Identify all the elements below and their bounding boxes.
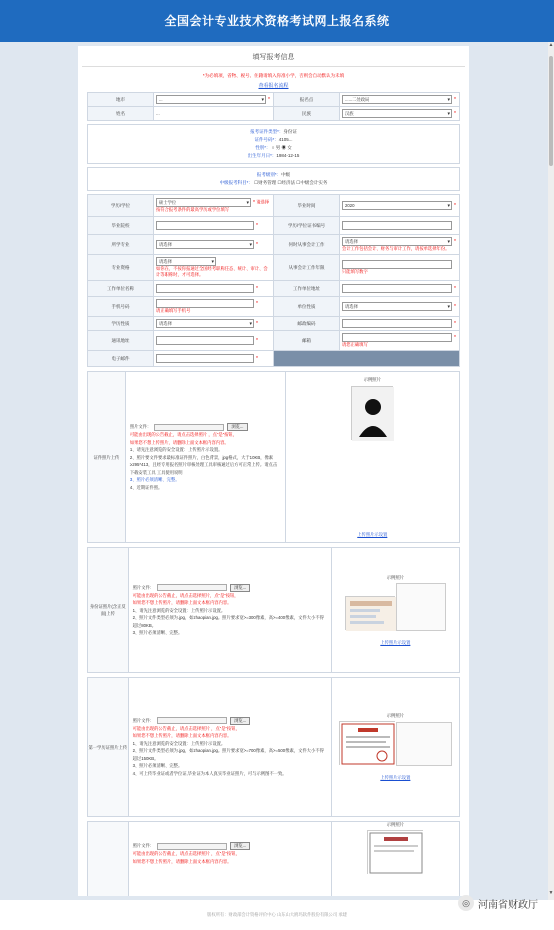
address-input[interactable] (156, 336, 254, 345)
app-title: 全国会计专业技术资格考试网上报名系统 (164, 14, 390, 28)
panel-title: 填写报考信息 (82, 46, 465, 67)
company-input[interactable] (156, 284, 254, 293)
browse-button[interactable]: 浏览... (230, 717, 250, 725)
upload-section-diploma: 第一学历证照片上传 照片文件： 浏览... 可能由出现的公告截止，请点击选择照片 ，点“是”按钮， 如果您不想上传照片，请删除上面文本框内容内容。 1、请先注意浏览的安全设置：上传照片示设置。 2、照片文件类型必须为.jpg，如zhaopian.jpg。照片要求宽>=700像素，高>=500像素，文件大小不得超过150KB。 3、照片必须清晰、完整。 4、可上传毕业证或者学位证,毕业证为本人真实毕业证照片，可与示例图不一致。 示例照片 上传照片示设置 (87, 677, 460, 817)
prof-qual-select[interactable]: 请选择 ▾ (156, 257, 216, 266)
browse-button[interactable]: 浏览... (230, 842, 250, 850)
exam-point-select[interactable]: ......二处政局 ▾ (342, 95, 452, 104)
wechat-watermark (458, 895, 538, 911)
subject-label: 中级报考科目*： (219, 180, 253, 185)
prof-qual-label: 专业资格 (88, 255, 154, 281)
id-info-table: 报考证件类型*：身份证 证件号码*：4105... 性别*： ○ 男 ◉ 女 出生年月日*：1984-12-15 (87, 124, 460, 164)
top-fields-table: 地市 ... ▾ * 报名点 ......二处政局 ▾ * 姓名 ... 民族 汉族 ▾ * (87, 92, 460, 121)
subject-checkbox[interactable]: ☐ (296, 180, 301, 185)
sample-portrait-image (351, 386, 393, 440)
id-no-value: 4105... (278, 137, 293, 142)
zip-input[interactable] (342, 319, 452, 328)
sample-idcard-front-image (345, 596, 395, 630)
browse-button[interactable]: 浏览... (227, 423, 247, 431)
upload-section-photo: 证件照片上传 照片文件： 浏览... 可能由出现的公告截止，请点击选择照片 ，点“是”按钮， 如果您不想上传照片，请删除上面文本框内容内容。 1、请先注意浏览的安全设置：上传照片示设置。 2、照片要文件要求最标准证件照片，白色背景，jpg格式，大于10KB，像素≥295*413，且经专用报名照片审核处理工具审核通过后方可正常上传。请点击下载安装工具 工具使用说明 3、照片必须清晰、完整。 4、近期证件照。 示例照片 上传照片示设置 (87, 371, 460, 543)
cert-no-label: 学历/学位证书编号 (274, 217, 340, 235)
scroll-down-arrow-icon[interactable]: ▼ (548, 890, 554, 896)
phone-input[interactable] (156, 299, 254, 308)
upload-label (88, 822, 129, 897)
upload-section-idcard: 身份证照片(含正反面)上传 照片文件： 浏览... 可能由出现的公告截止，请点击选择照片，点“是”按钮， 如果您不想上传照片，请删除上面文本框内容内容。 1、请先注意浏览的安全设置：上传照片示设置。 2、照片文件类型必须为.jpg，如zhaopian.jpg。照片要求宽>=300像素，高>=400像素，文件大小不得超过80KB。 3、照片必须清晰、完整。 示例照片 上传照片示设置 (87, 547, 460, 673)
ethnic-label: 民族 (274, 107, 340, 121)
flow-link[interactable]: 查看报名流程 (258, 83, 289, 89)
email-note: 请您正确填写 (342, 342, 368, 347)
app-header (0, 0, 554, 42)
cert-no-input[interactable] (342, 221, 452, 230)
grad-time-select[interactable]: 2020 ▾ (342, 201, 452, 210)
sample-idcard-back-image (396, 583, 446, 631)
file-path-input[interactable] (154, 424, 224, 431)
wechat-account-name: 河南省财政厅 (478, 899, 538, 911)
company-address-label: 工作单位地址 (274, 281, 340, 297)
wechat-icon: ◎ (458, 895, 474, 911)
prof-qual-note: 如你在，不按你报通过全国经考职称任态、统计、审计、会计等职称时，才可选择。 (156, 266, 268, 277)
form-panel (78, 46, 469, 896)
prof-years-label: 从事会计工作年限 (274, 255, 340, 281)
birth-value: 1984-12-15 (276, 153, 300, 158)
phone-label: 手机号码 (88, 297, 154, 317)
degree-label: 学历性质 (88, 317, 154, 331)
gender-label: 性别*： (255, 145, 271, 150)
degree-select[interactable]: 请选择 ▾ (156, 319, 254, 328)
level-label: 报考级别*： (256, 172, 282, 177)
prof-years-note: 只能填写数字 (342, 269, 368, 274)
scrollbar-thumb[interactable] (549, 56, 553, 166)
address-label: 通讯地址 (88, 331, 154, 351)
phone-note: 请正确填写手机号 (156, 308, 191, 313)
major-select[interactable]: 请选择 ▾ (156, 240, 254, 249)
sample-certificate-image (367, 830, 423, 874)
email2-label: 电子邮件 (88, 351, 154, 367)
id-type-value: 身份证 (283, 129, 297, 134)
email-label: 邮箱 (274, 331, 340, 351)
gender-male-radio[interactable]: ○ (271, 145, 275, 150)
ethnic-select[interactable]: 汉族 ▾ (342, 109, 452, 118)
file-path-input[interactable] (157, 717, 227, 724)
zip-label: 邮政编码 (274, 317, 340, 331)
prof-years-input[interactable] (342, 260, 452, 269)
company-label: 工作单位名称 (88, 281, 154, 297)
city-select[interactable]: ... ▾ (156, 95, 266, 104)
name-label: 姓名 (88, 107, 154, 121)
sample-diploma-image (339, 721, 395, 765)
exam-point-label: 报名点 (274, 93, 340, 107)
upload-label: 身份证照片(含正反面)上传 (88, 548, 129, 673)
id-no-label: 证件号码*： (254, 137, 279, 142)
education-select[interactable]: 硕士学位 ▾ (156, 198, 251, 207)
work-years-label: 何时从事会计工作 (274, 235, 340, 255)
grad-time-label: 毕业时间 (274, 195, 340, 217)
sample-link[interactable]: 上传照片示设置 (357, 531, 388, 537)
scroll-up-arrow-icon[interactable]: ▲ (548, 42, 554, 48)
level-value: 中级 (281, 172, 291, 177)
gender-female-radio[interactable]: ◉ (281, 145, 286, 150)
sample-link[interactable]: 上传照片示设置 (380, 639, 411, 645)
subject-checkbox[interactable]: ☐ (277, 180, 282, 185)
school-input[interactable] (156, 221, 254, 230)
birth-label: 出生年月日*： (247, 153, 277, 158)
detail-table: 学历/学位 硕士学位 ▾ * 请选择 按符合报考条件的最高学历或学位填写 毕业时间 2020 ▾ * 毕业院校 * 学历/学位证书编号 所学专业 请选择 ▾ * 何时从事会计工作 请选择 ▾ * 会计工作包括会计、财务与审计工作，请按单选择年份。 专业资格 请选择 ▾ 如你在，不按你报通过全国经考职称任态、统计、审计、会计等职称时，才可选择。 从事会计工作年限 只能填写数字 工作单位名称 * 工作单位地址 * 手机号码 * 请正确填写手机号 单位性质 请选择 ▾ * 学历性质 请选择 ▾ * 邮政编码 * 通讯地址 * 邮箱 * 请您正确填写 电子邮件 * (87, 194, 460, 367)
work-years-note: 会计工作包括会计、财务与审计工作，请按单选择年份。 (342, 246, 450, 251)
footer-text: 版权所有：财政部会计资格评价中心 山东山大鸥玛软件股份有限公司 承建 (207, 912, 347, 917)
file-path-input[interactable] (157, 843, 227, 850)
email-input[interactable] (342, 333, 452, 342)
upload-label: 证件照片上传 (88, 372, 126, 543)
major-label: 所学专业 (88, 235, 154, 255)
upload-label: 第一学历证照片上传 (88, 678, 129, 817)
scrollbar[interactable] (548, 42, 554, 900)
sample-link[interactable]: 上传照片示设置 (380, 775, 411, 780)
education-label: 学历/学位 (88, 195, 154, 217)
upload-section-4: 照片文件： 浏览... 可能由出现的公告截止，请点击选择照片 ，点“是”按钮， 如果您不想上传照片，请删除上面文本框内容内容。 示例照片 (87, 821, 460, 896)
level-table: 报考级别*：中级 中级报考科目*： ☐财务管理 ☐经济法 ☐中级会计实务 (87, 167, 460, 191)
company-address-input[interactable] (342, 284, 452, 293)
unit-nature-select[interactable]: 请选择 ▾ (342, 302, 452, 311)
sample-diploma-back-image (396, 722, 452, 766)
city-label: 地市 (88, 93, 154, 107)
id-type-label: 报考证件类型*： (250, 129, 284, 134)
required-notice: *为必填项，省物、税号、住籍请填入你准小学，否则会自动默认为未填 (202, 73, 345, 78)
subject-checkbox[interactable]: ☐ (254, 180, 259, 185)
work-years-select[interactable]: 请选择 ▾ (342, 237, 452, 246)
file-path-input[interactable] (157, 584, 227, 591)
email2-input[interactable] (156, 354, 254, 363)
unit-nature-label: 单位性质 (274, 297, 340, 317)
name-value: ... (154, 107, 274, 121)
school-label: 毕业院校 (88, 217, 154, 235)
education-note: 按符合报考条件的最高学历或学位填写 (156, 207, 230, 212)
browse-button[interactable]: 浏览... (230, 584, 250, 592)
